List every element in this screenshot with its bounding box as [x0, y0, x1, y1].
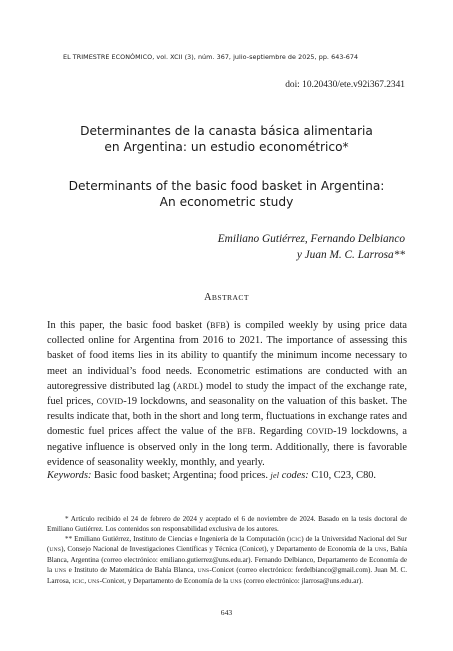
- english-title: [40, 178, 413, 210]
- footnote-text-segment: , Bahía Blanca, Argentina (correo electrónico: emiliano.gutierrez@uns.edu.ar). Fernando Delbianco, Departamento de Economía de la: [47, 545, 407, 574]
- footnote-text-segment: ) de la Universidad Nacional del Sur (: [47, 534, 407, 554]
- footnote-text-segment: -Conicet (correo electrónico: ferdelbianco@gmail.com). Juan M. C. Larrosa,: [47, 565, 407, 585]
- footnote-acronym: ICIC: [289, 536, 302, 543]
- footnote-acronym: UNS: [197, 567, 210, 574]
- journal-citation-header: EL TRIMESTRE ECONÓMICO, vol. XCII (3), núm. 367, julio-septiembre de 2025, pp. 643-674: [63, 53, 359, 61]
- abstract-acronym: BFB: [237, 427, 253, 437]
- footnote-text-segment: ** Emiliano Gutiérrez, Instituto de Ciencias e Ingeniería de la Computación (: [65, 534, 290, 543]
- keywords-line: [47, 468, 407, 483]
- doi-link[interactable]: doi: 10.20430/ete.v92i367.2341: [285, 80, 405, 90]
- footnote-acronym: UNS: [87, 578, 100, 585]
- footnote-acronym: UNS: [374, 547, 387, 554]
- english-title-line-2: An econometric study: [159, 195, 294, 209]
- spanish-title-line-2: en Argentina: un estudio econométrico*: [104, 140, 349, 154]
- keywords-label: Keywords:: [47, 470, 92, 481]
- footnote-acronym: UNS: [49, 547, 62, 554]
- abstract-acronym: COVID: [96, 397, 124, 407]
- abstract-text: [47, 318, 407, 470]
- abstract-acronym: BFB: [210, 321, 226, 330]
- footnote-author-affiliations: [47, 535, 407, 588]
- footnote-text-segment: (correo electrónico: jlarrosa@uns.edu.ar).: [241, 576, 364, 585]
- jel-label: jel: [270, 471, 280, 480]
- footnote-acronym: UNS: [230, 578, 242, 585]
- keywords-text: Basic food basket; Argentina; food prices.: [91, 470, 271, 481]
- authors-line-2: y Juan M. C. Larrosa**: [296, 248, 405, 261]
- abstract-text-segment: -19 lockdowns, and seasonality on the valuation of this basket. The results indicate that, both in the short and long term, fluctuations in exchange rates and domestic fuel prices affect the value of the: [47, 396, 407, 438]
- footnote-article-info: * Artículo recibido el 24 de febrero de 2024 y aceptado el 6 de noviembre de 2024. Basado en la tesis doctoral de Emiliano Gutiérrez. Los contenidos son responsabilidad exclusiva de los autores.: [47, 515, 407, 533]
- abstract-text-segment: ) is compiled weekly by using price data collected online for Argentina from 2016 to 2021. The importance of assessing this basket of food items lies in its ability to quantify the minimum income necessary to meet an individual’s food needs. Econometric estimations are conducted with an autoregressive distributed lag (: [47, 320, 407, 392]
- abstract-text-segment: In this paper, the basic food basket (: [47, 320, 211, 331]
- abstract-acronym: COVID: [306, 427, 334, 437]
- footnote-text-segment: -Conicet, y Departamento de Economía de la: [99, 576, 231, 585]
- abstract-acronym: ARDL: [176, 381, 200, 391]
- abstract-heading-rest: BSTRACT: [211, 293, 249, 302]
- abstract-heading-lead: A: [204, 292, 212, 303]
- footnote-acronym: UNS: [54, 567, 67, 574]
- footnote-text-segment: e Instituto de Matemática de Bahía Blanca,: [66, 565, 198, 574]
- abstract-heading: [0, 292, 453, 303]
- abstract-text-segment: ) model to study the impact of the exchange rate, fuel prices,: [47, 380, 407, 408]
- codes-label: codes:: [279, 470, 309, 481]
- spanish-title: [40, 123, 413, 155]
- footnote-text-segment: ), Consejo Nacional de Investigaciones Científicas y Técnica (Conicet), y Departamento de Economía de la: [61, 545, 375, 554]
- abstract-text-segment: . Regarding: [252, 426, 307, 438]
- footnote-acronym: ICIC: [72, 578, 85, 585]
- page-number: 643: [220, 608, 233, 617]
- author-list: [105, 232, 405, 263]
- jel-codes: C10, C23, C80.: [308, 470, 377, 481]
- authors-line-1: Emiliano Gutiérrez, Fernando Delbianco: [217, 233, 405, 245]
- spanish-title-line-1: Determinantes de la canasta básica alimentaria: [80, 124, 373, 138]
- abstract-text-segment: -19 lockdowns, a negative influence is observed only in the long term. Additionally, there is favorable evidence of seasonality weekly, monthly, and yearly.: [47, 426, 407, 468]
- english-title-line-1: Determinants of the basic food basket in Argentina:: [68, 179, 385, 193]
- footnote-text-segment: ,: [84, 576, 88, 585]
- footnotes: [47, 515, 407, 587]
